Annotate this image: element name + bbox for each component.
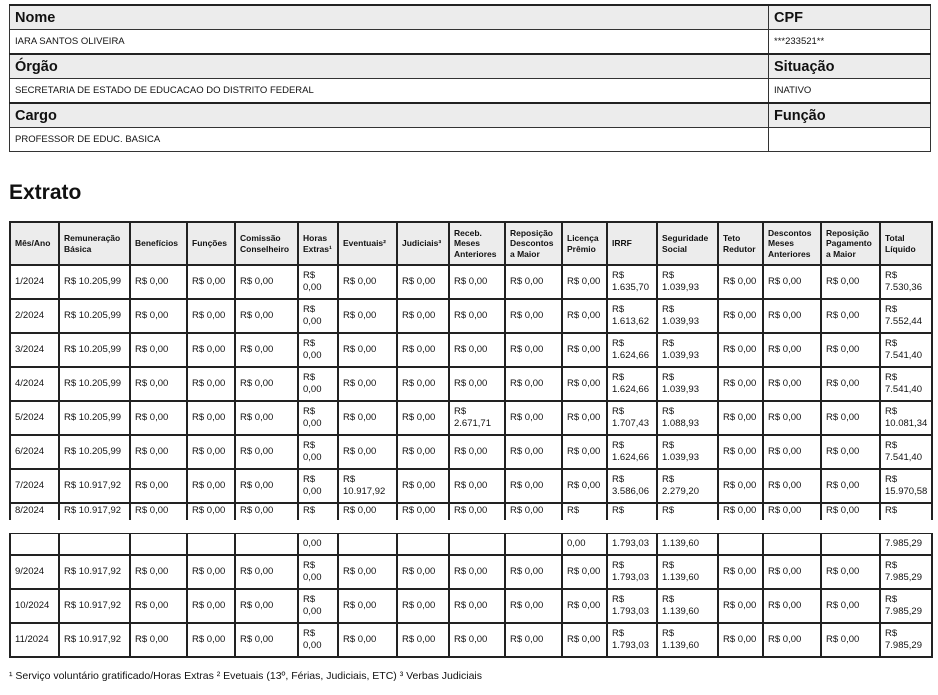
table-cell: R$ 1.793,03 [607, 623, 657, 657]
table-cell [10, 534, 59, 556]
column-header: Mês/Ano [10, 222, 59, 265]
table-cell: R$ 1.139,60 [657, 623, 718, 657]
table-cell: R$ 0,00 [187, 623, 235, 657]
table-cell: R$ 0,00 [562, 299, 607, 333]
table-cell: R$ 0,00 [397, 589, 449, 623]
table-cell: R$ 0,00 [397, 333, 449, 367]
table-cell [130, 534, 187, 556]
table-cell [763, 534, 821, 556]
table-cell: R$ 0,00 [397, 299, 449, 333]
table-row [10, 333, 932, 367]
table-cell [338, 534, 397, 556]
table-cell: R$ 0,00 [821, 503, 880, 520]
table-cell: R$ 15.970,58 [880, 469, 932, 503]
table-cell: R$ 0,00 [449, 367, 505, 401]
column-header: Funções [187, 222, 235, 265]
table-cell: R$ 1.793,03 [607, 589, 657, 623]
table-cell: R$ 0,00 [298, 401, 338, 435]
table-cell: 9/2024 [10, 555, 59, 589]
table-cell [235, 534, 298, 556]
table-cell: R$ 0,00 [821, 555, 880, 589]
table-cell [59, 534, 130, 556]
table-row [10, 401, 932, 435]
situacao-label: Situação [769, 54, 931, 79]
table-cell: R$ 0,00 [821, 299, 880, 333]
table-cell: R$ 10.205,99 [59, 401, 130, 435]
table-cell: R$ 0,00 [338, 555, 397, 589]
table-cell: R$ 0,00 [718, 589, 763, 623]
extrato-table-continued [9, 533, 933, 658]
table-cell: R$ 0,00 [821, 469, 880, 503]
table-cell: R$ 3.586,06 [607, 469, 657, 503]
table-cell: 8/2024 [10, 503, 59, 520]
table-cell: 6/2024 [10, 435, 59, 469]
table-cell: R$ 0,00 [130, 401, 187, 435]
column-header: Teto Redutor [718, 222, 763, 265]
table-cell: R$ 1.088,93 [657, 401, 718, 435]
footnote: ¹ Serviço voluntário gratificado/Horas Extras ² Evetuais (13º, Férias, Judiciais, ETC) ³ Verbas Judiciais [9, 670, 483, 682]
table-cell: R$ 0,00 [235, 469, 298, 503]
table-cell: R$ 2.671,71 [449, 401, 505, 435]
table-cell: R$ 1.039,93 [657, 333, 718, 367]
situacao-value: INATIVO [769, 79, 931, 104]
table-cell: R$ 0,00 [763, 333, 821, 367]
table-cell: R$ 0,00 [187, 333, 235, 367]
table-cell: R$ 0,00 [718, 401, 763, 435]
table-row [10, 265, 932, 299]
nome-label: Nome [10, 5, 769, 30]
table-cell: R$ 0,00 [763, 469, 821, 503]
table-cell: R$ 10.917,92 [59, 555, 130, 589]
table-cell: R$ 0,00 [562, 623, 607, 657]
table-cell: R$ 0,00 [449, 265, 505, 299]
table-cell: R$ 0,00 [338, 401, 397, 435]
table-cell: R$ 0,00 [298, 435, 338, 469]
column-header: Seguridade Social [657, 222, 718, 265]
table-cell: R$ 10.917,92 [59, 589, 130, 623]
table-cell: R$ 0,00 [505, 333, 562, 367]
table-cell: R$ 0,00 [718, 469, 763, 503]
table-cell: R$ 0,00 [235, 435, 298, 469]
table-cell: R$ 0,00 [505, 589, 562, 623]
cargo-label: Cargo [10, 103, 769, 128]
table-cell: R$ [298, 503, 338, 520]
column-header: Descontos Meses Anteriores [763, 222, 821, 265]
table-cell: R$ 0,00 [718, 555, 763, 589]
table-row [10, 367, 932, 401]
table-cell: R$ 1.707,43 [607, 401, 657, 435]
table-cell: R$ 0,00 [130, 589, 187, 623]
table-cell: 1.793,03 [607, 534, 657, 556]
table-cell: R$ [880, 503, 932, 520]
table-cell: R$ 0,00 [187, 435, 235, 469]
table-cell: 3/2024 [10, 333, 59, 367]
table-row [10, 435, 932, 469]
table-cell: R$ 0,00 [235, 299, 298, 333]
table-cell: R$ 0,00 [130, 503, 187, 520]
table-cell: R$ 0,00 [187, 469, 235, 503]
table-cell: R$ 0,00 [187, 265, 235, 299]
column-header: Receb. Meses Anteriores [449, 222, 505, 265]
table-cell: R$ 10.081,34 [880, 401, 932, 435]
table-cell: R$ 0,00 [187, 401, 235, 435]
table-cell [821, 534, 880, 556]
table-row [10, 469, 932, 503]
table-cell: R$ 0,00 [235, 333, 298, 367]
table-cell: R$ 1.635,70 [607, 265, 657, 299]
table-row [10, 589, 932, 623]
table-cell [449, 534, 505, 556]
orgao-value: SECRETARIA DE ESTADO DE EDUCACAO DO DISTRITO FEDERAL [10, 79, 769, 104]
table-cell: R$ 7.985,29 [880, 555, 932, 589]
table-cell: R$ 0,00 [235, 401, 298, 435]
table-cell: R$ 0,00 [505, 401, 562, 435]
table-cell: R$ 1.039,93 [657, 367, 718, 401]
table-cell: 11/2024 [10, 623, 59, 657]
table-cell: R$ 0,00 [505, 435, 562, 469]
table-cell: R$ 0,00 [763, 555, 821, 589]
table-cell: R$ 0,00 [187, 555, 235, 589]
table-cell: R$ 0,00 [235, 589, 298, 623]
table-cell [718, 534, 763, 556]
table-cell: R$ 7.541,40 [880, 367, 932, 401]
table-cell: R$ [607, 503, 657, 520]
table-cell: R$ 0,00 [449, 555, 505, 589]
table-cell: R$ 0,00 [130, 333, 187, 367]
table-cell: R$ 0,00 [397, 401, 449, 435]
table-cell: 0,00 [562, 534, 607, 556]
table-cell: R$ 0,00 [449, 435, 505, 469]
table-cell: 0,00 [298, 534, 338, 556]
table-cell: R$ 0,00 [449, 469, 505, 503]
table-cell: R$ 0,00 [821, 265, 880, 299]
table-cell: 5/2024 [10, 401, 59, 435]
funcao-value [769, 128, 931, 152]
table-cell: R$ 0,00 [338, 503, 397, 520]
table-cell: R$ 1.624,66 [607, 333, 657, 367]
table-cell: R$ 0,00 [298, 469, 338, 503]
table-cell: R$ 0,00 [449, 623, 505, 657]
table-cell: R$ 0,00 [763, 265, 821, 299]
table-cell: R$ 1.139,60 [657, 555, 718, 589]
table-cell: R$ 0,00 [187, 503, 235, 520]
table-cell: R$ 0,00 [298, 367, 338, 401]
table-cell: R$ 0,00 [235, 265, 298, 299]
table-cell: R$ 0,00 [562, 589, 607, 623]
column-header: Reposição Descontos a Maior [505, 222, 562, 265]
table-cell: R$ 0,00 [562, 265, 607, 299]
table-cell: R$ 0,00 [562, 435, 607, 469]
table-cell: R$ 0,00 [338, 333, 397, 367]
column-header: Remuneração Básica [59, 222, 130, 265]
table-cell: R$ 0,00 [821, 435, 880, 469]
extrato-title: Extrato [9, 181, 82, 204]
table-cell: R$ 0,00 [338, 435, 397, 469]
table-cell: R$ 0,00 [821, 333, 880, 367]
table-cell: 1/2024 [10, 265, 59, 299]
column-header: Licença Prêmio [562, 222, 607, 265]
column-header: Reposição Pagamento a Maior [821, 222, 880, 265]
table-cell: R$ 0,00 [718, 333, 763, 367]
table-cell: 4/2024 [10, 367, 59, 401]
table-cell: R$ 1.793,03 [607, 555, 657, 589]
table-cell: R$ 0,00 [449, 589, 505, 623]
table-cell: R$ 0,00 [718, 367, 763, 401]
table-cell: R$ 0,00 [235, 555, 298, 589]
table-cell: R$ 1.139,60 [657, 589, 718, 623]
table-cell: R$ [657, 503, 718, 520]
table-cell: R$ 10.917,92 [59, 503, 130, 520]
table-cell: R$ 0,00 [338, 265, 397, 299]
table-cell: R$ 0,00 [235, 623, 298, 657]
table-cell: R$ 0,00 [338, 589, 397, 623]
table-cell: R$ 1.039,93 [657, 265, 718, 299]
table-cell: R$ 0,00 [298, 265, 338, 299]
table-cell [505, 534, 562, 556]
table-cell: R$ 0,00 [187, 589, 235, 623]
table-cell: R$ 0,00 [397, 555, 449, 589]
table-cell: R$ 0,00 [397, 469, 449, 503]
table-cell: R$ 7.541,40 [880, 435, 932, 469]
table-cell: R$ 0,00 [130, 623, 187, 657]
table-cell: R$ 0,00 [130, 367, 187, 401]
table-cell: R$ 0,00 [505, 503, 562, 520]
table-cell: R$ 10.917,92 [59, 469, 130, 503]
table-cell: R$ 0,00 [298, 555, 338, 589]
column-header: Total Líquido [880, 222, 932, 265]
table-cell: R$ 0,00 [505, 265, 562, 299]
table-cell: 2/2024 [10, 299, 59, 333]
table-cell: R$ 0,00 [718, 265, 763, 299]
table-cell: R$ 0,00 [397, 623, 449, 657]
table-cell: R$ 0,00 [562, 469, 607, 503]
table-cell: R$ 10.205,99 [59, 299, 130, 333]
servant-info-table [9, 4, 931, 152]
table-cell: R$ 0,00 [338, 367, 397, 401]
table-row [10, 299, 932, 333]
table-cell: R$ 1.624,66 [607, 367, 657, 401]
table-cell: R$ 0,00 [562, 333, 607, 367]
table-cell: R$ 0,00 [505, 299, 562, 333]
table-cell: R$ 1.039,93 [657, 299, 718, 333]
table-cell [187, 534, 235, 556]
table-cell: R$ 0,00 [718, 299, 763, 333]
table-cell: R$ 0,00 [298, 299, 338, 333]
table-cell: R$ 0,00 [298, 589, 338, 623]
table-cell: R$ 0,00 [821, 589, 880, 623]
cpf-value: ***233521** [769, 30, 931, 55]
column-header: Eventuais² [338, 222, 397, 265]
table-cell: R$ 7.530,36 [880, 265, 932, 299]
table-cell: R$ 0,00 [505, 623, 562, 657]
table-cell: R$ 0,00 [130, 299, 187, 333]
table-cell: R$ 0,00 [187, 299, 235, 333]
table-cell: R$ 10.205,99 [59, 367, 130, 401]
cpf-label: CPF [769, 5, 931, 30]
table-cell: R$ 0,00 [130, 469, 187, 503]
table-cell: R$ 2.279,20 [657, 469, 718, 503]
table-row [10, 555, 932, 589]
table-cell: R$ 0,00 [763, 589, 821, 623]
table-cell: R$ 0,00 [338, 623, 397, 657]
table-cell: R$ 7.985,29 [880, 589, 932, 623]
table-cell: R$ 0,00 [235, 367, 298, 401]
table-cell: R$ 0,00 [763, 623, 821, 657]
table-cell: R$ 0,00 [562, 555, 607, 589]
table-cell: R$ 0,00 [130, 435, 187, 469]
table-row [10, 503, 932, 520]
table-cell: R$ 0,00 [449, 299, 505, 333]
table-cell: R$ 0,00 [718, 503, 763, 520]
funcao-label: Função [769, 103, 931, 128]
table-cell: R$ 0,00 [718, 623, 763, 657]
table-cell: 7/2024 [10, 469, 59, 503]
cargo-value: PROFESSOR DE EDUC. BASICA [10, 128, 769, 152]
table-cell: R$ 0,00 [235, 503, 298, 520]
table-cell: R$ 10.917,92 [338, 469, 397, 503]
table-cell: R$ 7.985,29 [880, 623, 932, 657]
table-cell: R$ 0,00 [449, 333, 505, 367]
table-cell: R$ 0,00 [718, 435, 763, 469]
table-cell: 1.139,60 [657, 534, 718, 556]
orgao-label: Órgão [10, 54, 769, 79]
column-header: Comissão Conselheiro [235, 222, 298, 265]
table-cell: R$ 0,00 [821, 401, 880, 435]
table-cell: R$ 0,00 [763, 367, 821, 401]
table-cell: R$ 0,00 [763, 401, 821, 435]
table-cell: R$ 0,00 [298, 333, 338, 367]
table-cell: R$ 0,00 [821, 623, 880, 657]
table-cell: R$ 0,00 [130, 555, 187, 589]
column-header: IRRF [607, 222, 657, 265]
table-cell: R$ 0,00 [562, 367, 607, 401]
column-header: Benefícios [130, 222, 187, 265]
table-cell: R$ 0,00 [130, 265, 187, 299]
nome-value: IARA SANTOS OLIVEIRA [10, 30, 769, 55]
table-cell: 10/2024 [10, 589, 59, 623]
table-cell: 7.985,29 [880, 534, 932, 556]
table-cell: R$ [562, 503, 607, 520]
table-cell: R$ 10.205,99 [59, 435, 130, 469]
table-cell: R$ 1.624,66 [607, 435, 657, 469]
table-cell: R$ 1.039,93 [657, 435, 718, 469]
table-cell: R$ 0,00 [763, 299, 821, 333]
column-header: Judiciais³ [397, 222, 449, 265]
table-cell: R$ 0,00 [821, 367, 880, 401]
table-row [10, 623, 932, 657]
table-cell: R$ 0,00 [763, 503, 821, 520]
table-cell: R$ 0,00 [397, 265, 449, 299]
table-cell: R$ 10.205,99 [59, 333, 130, 367]
table-cell: R$ 0,00 [397, 367, 449, 401]
table-cell: R$ 0,00 [763, 435, 821, 469]
table-cell: R$ 7.552,44 [880, 299, 932, 333]
table-cell: R$ 7.541,40 [880, 333, 932, 367]
table-cell: R$ 0,00 [449, 503, 505, 520]
table-cell [397, 534, 449, 556]
column-header: Horas Extras¹ [298, 222, 338, 265]
table-cell: R$ 0,00 [505, 469, 562, 503]
table-cell: R$ 0,00 [562, 401, 607, 435]
extrato-table [9, 221, 933, 520]
table-cell: R$ 0,00 [505, 555, 562, 589]
table-cell: R$ 0,00 [397, 435, 449, 469]
table-cell: R$ 0,00 [397, 503, 449, 520]
table-cell: R$ 0,00 [298, 623, 338, 657]
table-row [10, 534, 932, 556]
table-cell: R$ 0,00 [187, 367, 235, 401]
table-cell: R$ 1.613,62 [607, 299, 657, 333]
table-cell: R$ 0,00 [505, 367, 562, 401]
table-cell: R$ 10.917,92 [59, 623, 130, 657]
table-cell: R$ 10.205,99 [59, 265, 130, 299]
table-cell: R$ 0,00 [338, 299, 397, 333]
